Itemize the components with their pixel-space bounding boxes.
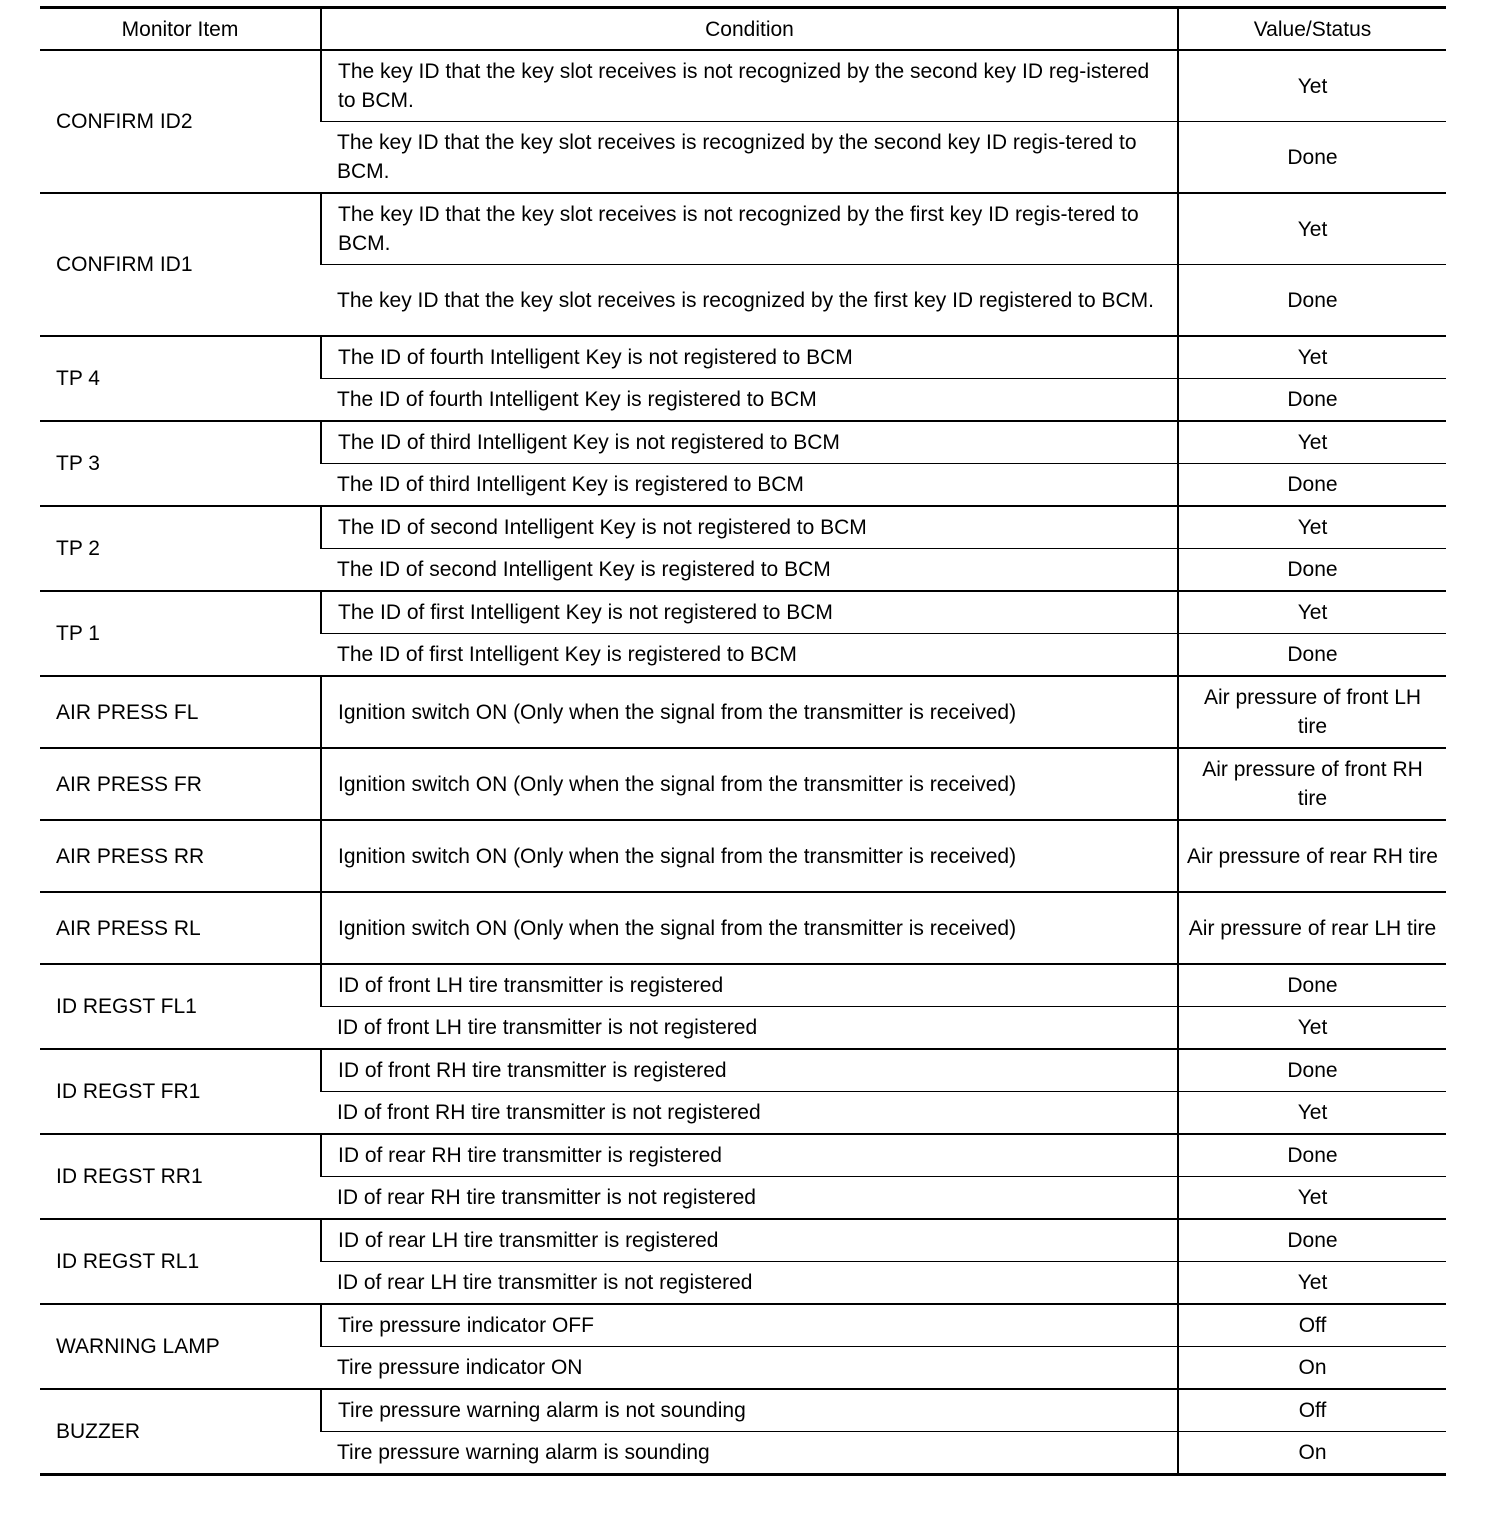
monitor-item-cell: WARNING LAMP bbox=[40, 1304, 321, 1389]
condition-cell: The key ID that the key slot receives is not recognized by the first key ID regis-tered to BCM. bbox=[321, 193, 1178, 265]
condition-cell: Ignition switch ON (Only when the signal from the transmitter is received) bbox=[321, 748, 1178, 820]
condition-cell: ID of front LH tire transmitter is registered bbox=[321, 964, 1178, 1007]
value-status-cell: On bbox=[1178, 1347, 1446, 1390]
condition-cell: The key ID that the key slot receives is recognized by the second key ID regis-tered to BCM. bbox=[321, 122, 1178, 194]
condition-cell: ID of rear LH tire transmitter is not registered bbox=[321, 1262, 1178, 1305]
table-row bbox=[40, 892, 1446, 964]
condition-cell: Tire pressure indicator ON bbox=[321, 1347, 1178, 1390]
table-row bbox=[40, 1219, 1446, 1262]
value-status-cell: Done bbox=[1178, 1049, 1446, 1092]
condition-cell: Tire pressure indicator OFF bbox=[321, 1304, 1178, 1347]
monitor-item-cell: AIR PRESS RR bbox=[40, 820, 321, 892]
condition-cell: The key ID that the key slot receives is recognized by the first key ID registered to BCM. bbox=[321, 265, 1178, 337]
table-row bbox=[40, 676, 1446, 748]
condition-cell: ID of front RH tire transmitter is not registered bbox=[321, 1092, 1178, 1135]
monitor-table bbox=[40, 6, 1446, 1476]
value-status-cell: Yet bbox=[1178, 50, 1446, 122]
monitor-item-cell: AIR PRESS RL bbox=[40, 892, 321, 964]
condition-cell: ID of front RH tire transmitter is registered bbox=[321, 1049, 1178, 1092]
condition-cell: The ID of fourth Intelligent Key is not registered to BCM bbox=[321, 336, 1178, 379]
table-row bbox=[40, 820, 1446, 892]
table-row bbox=[40, 1134, 1446, 1177]
condition-cell: Ignition switch ON (Only when the signal from the transmitter is received) bbox=[321, 892, 1178, 964]
value-status-cell: Air pressure of front RH tire bbox=[1178, 748, 1446, 820]
monitor-item-cell: CONFIRM ID1 bbox=[40, 193, 321, 336]
monitor-item-cell: ID REGST RL1 bbox=[40, 1219, 321, 1304]
value-status-cell: Yet bbox=[1178, 1007, 1446, 1050]
table-body bbox=[40, 50, 1446, 1475]
monitor-item-cell: ID REGST RR1 bbox=[40, 1134, 321, 1219]
monitor-item-cell: CONFIRM ID2 bbox=[56, 110, 193, 133]
value-status-cell: Done bbox=[1178, 379, 1446, 422]
value-status-cell: Yet bbox=[1178, 1092, 1446, 1135]
table-row bbox=[40, 748, 1446, 820]
value-status-cell: Done bbox=[1178, 549, 1446, 592]
monitor-item-cell: ID REGST FL1 bbox=[40, 964, 321, 1049]
value-status-cell: Done bbox=[1178, 1219, 1446, 1262]
monitor-item-cell: TP 4 bbox=[40, 336, 321, 421]
table-row bbox=[40, 193, 1446, 265]
table-row bbox=[40, 336, 1446, 379]
condition-cell: The ID of third Intelligent Key is registered to BCM bbox=[321, 464, 1178, 507]
condition-cell: ID of rear LH tire transmitter is registered bbox=[321, 1219, 1178, 1262]
value-status-cell: Done bbox=[1178, 122, 1446, 194]
header-condition: Condition bbox=[321, 8, 1178, 51]
condition-cell: ID of rear RH tire transmitter is registered bbox=[321, 1134, 1178, 1177]
table-row bbox=[40, 421, 1446, 464]
value-status-cell: Air pressure of rear RH tire bbox=[1178, 820, 1446, 892]
condition-cell: The ID of second Intelligent Key is not registered to BCM bbox=[321, 506, 1178, 549]
value-status-cell: Yet bbox=[1178, 336, 1446, 379]
value-status-cell: Air pressure of rear LH tire bbox=[1178, 892, 1446, 964]
condition-cell: Tire pressure warning alarm is not sounding bbox=[321, 1389, 1178, 1432]
condition-cell: Tire pressure warning alarm is sounding bbox=[321, 1432, 1178, 1475]
condition-cell: The key ID that the key slot receives is not recognized by the second key ID reg-istered to BCM. bbox=[321, 50, 1178, 122]
value-status-cell: On bbox=[1178, 1432, 1446, 1475]
value-status-cell: Yet bbox=[1178, 193, 1446, 265]
monitor-item-cell: BUZZER bbox=[40, 1389, 321, 1475]
table-row bbox=[40, 1389, 1446, 1432]
table-row bbox=[40, 964, 1446, 1007]
value-status-cell: Done bbox=[1178, 464, 1446, 507]
value-status-cell: Yet bbox=[1178, 421, 1446, 464]
header-monitor-item: Monitor Item bbox=[40, 8, 321, 51]
value-status-cell: Off bbox=[1178, 1389, 1446, 1432]
monitor-item-cell: TP 2 bbox=[40, 506, 321, 591]
value-status-cell: Yet bbox=[1178, 506, 1446, 549]
monitor-item-cell: TP 3 bbox=[40, 421, 321, 506]
value-status-cell: Done bbox=[1178, 1134, 1446, 1177]
table-row bbox=[40, 591, 1446, 634]
condition-cell: ID of rear RH tire transmitter is not registered bbox=[321, 1177, 1178, 1220]
condition-cell: The ID of fourth Intelligent Key is registered to BCM bbox=[321, 379, 1178, 422]
value-status-cell: Done bbox=[1178, 964, 1446, 1007]
condition-cell: Ignition switch ON (Only when the signal from the transmitter is received) bbox=[321, 676, 1178, 748]
condition-cell: ID of front LH tire transmitter is not registered bbox=[321, 1007, 1178, 1050]
value-status-cell: Air pressure of front LH tire bbox=[1178, 676, 1446, 748]
condition-cell: The ID of first Intelligent Key is registered to BCM bbox=[321, 634, 1178, 677]
monitor-item-cell: AIR PRESS FL bbox=[40, 676, 321, 748]
monitor-item-cell: ID REGST FR1 bbox=[40, 1049, 321, 1134]
value-status-cell: Yet bbox=[1178, 1262, 1446, 1305]
table-row bbox=[40, 1304, 1446, 1347]
monitor-item-cell: AIR PRESS FR bbox=[40, 748, 321, 820]
monitor-table-wrapper bbox=[40, 6, 1446, 1476]
value-status-cell: Done bbox=[1178, 634, 1446, 677]
condition-cell: The ID of first Intelligent Key is not registered to BCM bbox=[321, 591, 1178, 634]
value-status-cell: Done bbox=[1178, 265, 1446, 337]
condition-cell: Ignition switch ON (Only when the signal from the transmitter is received) bbox=[321, 820, 1178, 892]
monitor-item-cell: TP 1 bbox=[40, 591, 321, 676]
condition-cell: The ID of second Intelligent Key is registered to BCM bbox=[321, 549, 1178, 592]
header-row bbox=[40, 8, 1446, 51]
table-row bbox=[40, 50, 1446, 122]
condition-cell: The ID of third Intelligent Key is not registered to BCM bbox=[321, 421, 1178, 464]
value-status-cell: Yet bbox=[1178, 591, 1446, 634]
table-row bbox=[40, 1049, 1446, 1092]
value-status-cell: Off bbox=[1178, 1304, 1446, 1347]
header-value-status: Value/Status bbox=[1178, 8, 1446, 51]
table-row bbox=[40, 506, 1446, 549]
value-status-cell: Yet bbox=[1178, 1177, 1446, 1220]
